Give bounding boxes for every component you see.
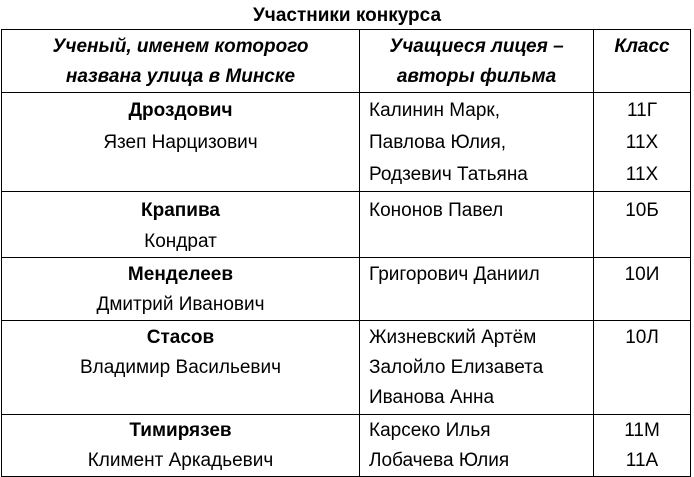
- participants-table: [1, 29, 691, 477]
- table-row: [2, 93, 691, 192]
- students-cell: [360, 93, 594, 192]
- student-name: Родзевич Татьяна: [369, 164, 528, 185]
- table-header-row: [2, 30, 691, 93]
- header-scientist-line: Ученый, именем которого: [52, 36, 309, 57]
- class-cell: [594, 258, 691, 321]
- student-name: Григорович Даниил: [369, 264, 540, 285]
- header-scientist-line: названа улица в Минске: [65, 66, 296, 87]
- class-value: 11Г: [626, 100, 657, 121]
- class-value: 10Б: [625, 200, 659, 221]
- table-row: [2, 415, 691, 477]
- scientist-cell: [2, 192, 360, 258]
- students-cell: [360, 258, 594, 321]
- class-value: 11Х: [625, 132, 659, 153]
- scientist-given-name: Климент Аркадьевич: [87, 450, 274, 471]
- student-name: Павлова Юлия,: [369, 132, 507, 153]
- student-name: Калинин Марк,: [369, 100, 500, 121]
- scientist-cell: [2, 321, 360, 415]
- class-value: 11М: [624, 420, 660, 441]
- class-cell: [594, 321, 691, 415]
- header-students-line: авторы фильма: [396, 66, 557, 87]
- scientist-surname: Менделеев: [127, 264, 234, 285]
- students-cell: [360, 321, 594, 415]
- header-students-line: Учащиеся лицея –: [389, 36, 564, 57]
- header-class-label: Класс: [614, 36, 670, 57]
- student-name: Кононов Павел: [369, 200, 504, 221]
- students-cell: [360, 192, 594, 258]
- class-value: 10Л: [625, 327, 659, 348]
- header-students: [360, 30, 594, 93]
- class-cell: [594, 93, 691, 192]
- student-name: Карсеко Илья: [369, 420, 491, 441]
- table-row: [2, 192, 691, 258]
- student-name: Жизневский Артём: [369, 327, 537, 348]
- scientist-surname: Тимирязев: [129, 420, 232, 441]
- scientist-cell: [2, 258, 360, 321]
- students-cell: [360, 415, 594, 477]
- student-name: Иванова Анна: [369, 387, 495, 408]
- header-scientist: [2, 30, 360, 93]
- class-value: 11А: [625, 450, 659, 471]
- class-cell: [594, 192, 691, 258]
- class-value: 11Х: [625, 164, 659, 185]
- scientist-cell: [2, 93, 360, 192]
- table-row: [2, 321, 691, 415]
- scientist-surname: Дроздович: [128, 100, 233, 121]
- scientist-given-name: Язеп Нарцизович: [103, 132, 258, 153]
- class-value: 10И: [624, 264, 660, 285]
- scientist-given-name: Владимир Васильевич: [79, 357, 282, 378]
- class-cell: [594, 415, 691, 477]
- scientist-surname: Стасов: [146, 327, 215, 348]
- header-class: [594, 30, 691, 93]
- student-name: Залойло Елизавета: [369, 357, 544, 378]
- scientist-given-name: Кондрат: [144, 231, 217, 252]
- scientist-given-name: Дмитрий Иванович: [96, 294, 265, 315]
- student-name: Лобачева Юлия: [369, 450, 510, 471]
- scientist-surname: Крапива: [141, 200, 220, 221]
- table-row: [2, 258, 691, 321]
- scientist-cell: [2, 415, 360, 477]
- page-title: Участники конкурса: [252, 5, 442, 26]
